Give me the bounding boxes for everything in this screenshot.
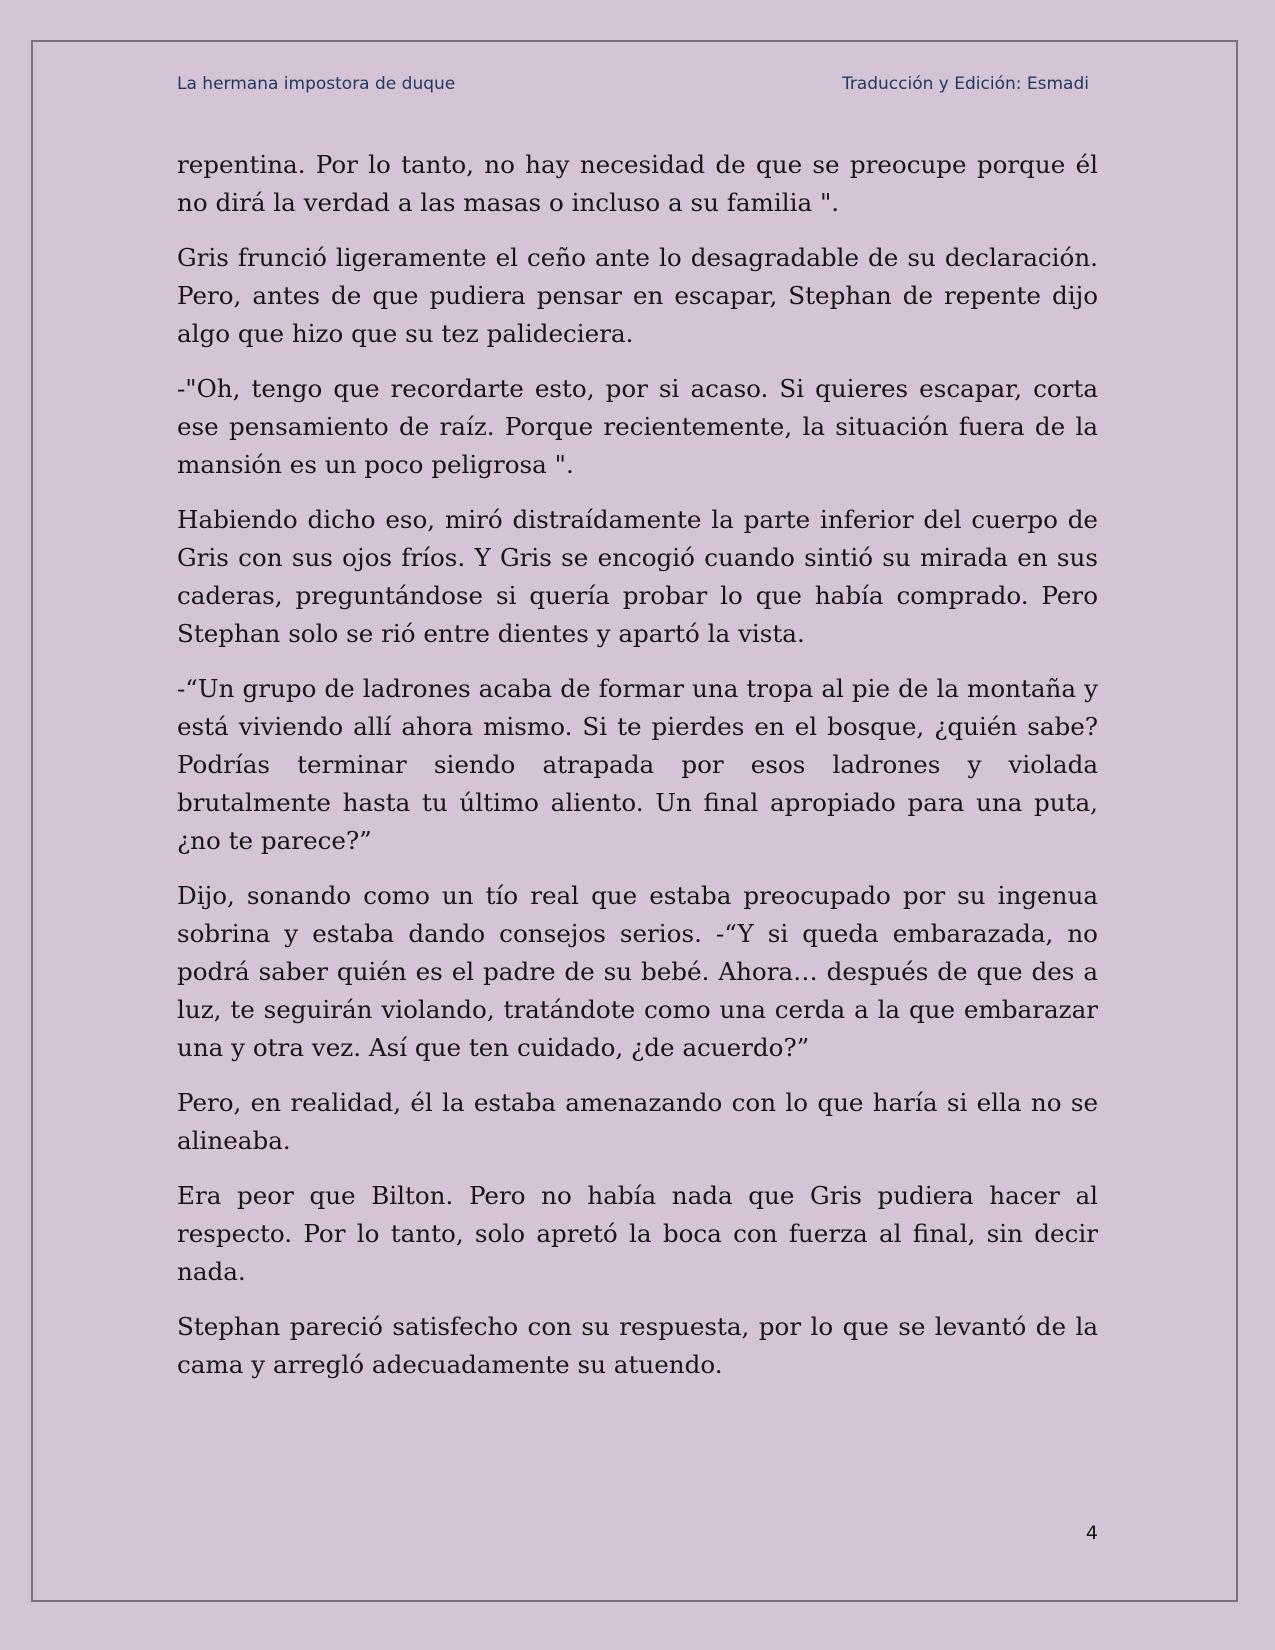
header-book-title: La hermana impostora de duque bbox=[177, 74, 456, 94]
paragraph: Dijo, sonando como un tío real que estaba preocupado por su ingenua sobrina y estaba dando consejos serios. -“Y si queda embarazada, no podrá saber quién es el padre de su bebé. Ahora… después de que des a luz, te seguirán violando, tratándote como una cerda a la que embarazar una y otra vez. Así que ten cuidado, ¿de acuerdo?” bbox=[177, 881, 1098, 1062]
page-number: 4 bbox=[1085, 1522, 1098, 1544]
header-translator-credit: Traducción y Edición: Esmadi bbox=[841, 74, 1089, 94]
document-body bbox=[177, 146, 1098, 1401]
paragraph: Era peor que Bilton. Pero no había nada que Gris pudiera hacer al respecto. Por lo tanto, solo apretó la boca con fuerza al final, sin decir nada. bbox=[177, 1181, 1098, 1286]
paragraph: Stephan pareció satisfecho con su respuesta, por lo que se levantó de la cama y arregló adecuadamente su atuendo. bbox=[177, 1312, 1098, 1379]
paragraph: Habiendo dicho eso, miró distraídamente la parte inferior del cuerpo de Gris con sus ojos fríos. Y Gris se encogió cuando sintió su mirada en sus caderas, preguntándose si quería probar lo que había comprado. Pero Stephan solo se rió entre dientes y apartó la vista. bbox=[177, 505, 1098, 648]
paragraph: -“Un grupo de ladrones acaba de formar una tropa al pie de la montaña y está viviendo allí ahora mismo. Si te pierdes en el bosque, ¿quién sabe? Podrías terminar siendo atrapada por esos ladrones y violada brutalmente hasta tu último aliento. Un final apropiado para una puta, ¿no te parece?” bbox=[177, 674, 1098, 855]
paragraph: Gris frunció ligeramente el ceño ante lo desagradable de su declaración. Pero, antes de que pudiera pensar en escapar, Stephan de repente dijo algo que hizo que su tez palideciera. bbox=[177, 243, 1098, 348]
paragraph: -"Oh, tengo que recordarte esto, por si acaso. Si quieres escapar, corta ese pensamiento de raíz. Porque recientemente, la situación fuera de la mansión es un poco peligrosa ". bbox=[177, 374, 1098, 479]
paragraph: Pero, en realidad, él la estaba amenazando con lo que haría si ella no se alineaba. bbox=[177, 1088, 1098, 1155]
paragraph: repentina. Por lo tanto, no hay necesidad de que se preocupe porque él no dirá la verdad a las masas o incluso a su familia ". bbox=[177, 150, 1098, 217]
